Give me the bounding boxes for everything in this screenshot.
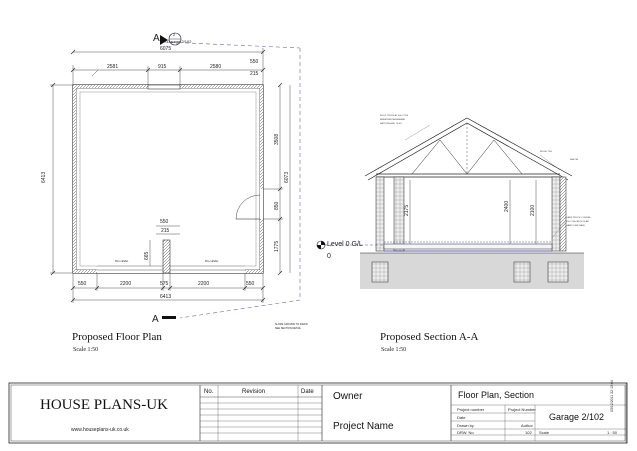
dim-inner-665: 665 <box>144 251 150 260</box>
svg-text:BATTENS AND TILES: BATTENS AND TILES <box>380 123 402 125</box>
dim-bottom-4: 550 <box>246 281 255 287</box>
company-name: HOUSE PLANS-UK <box>40 397 168 413</box>
section-tag-sheet: Garage 2/102 <box>167 39 192 44</box>
height-dim-2: 2100 <box>530 204 536 216</box>
dim-bottom-1: 2200 <box>120 281 132 287</box>
svg-text:ROOF TRUSS AT 600 CTRS: ROOF TRUSS AT 600 CTRS <box>380 115 409 117</box>
fill-label-right: FILL LEVEL <box>205 260 219 263</box>
section-marker-bottom <box>162 316 176 319</box>
rev-header-no: No. <box>204 389 214 395</box>
sheet-id: Garage 2/102 <box>549 412 605 422</box>
dim-top-right: 550 <box>250 59 259 65</box>
date-label: Date <box>457 415 466 420</box>
rev-header-revision: Revision <box>242 389 266 395</box>
svg-text:FASCIA: FASCIA <box>570 159 578 161</box>
fill-label-left: FILL LEVEL <box>115 260 129 263</box>
project-number-label: Project number <box>457 407 485 412</box>
project-name-label: Project Name <box>333 421 394 432</box>
dim-bottom-0: 550 <box>78 281 87 287</box>
dim-right-2: 1775 <box>274 240 280 252</box>
section-drawing <box>317 114 591 289</box>
drw-no-value: 102 <box>525 430 532 435</box>
level-value: 0 <box>327 253 331 260</box>
section-scale: Scale 1:50 <box>381 347 407 353</box>
dim-top-0: 2581 <box>107 64 119 70</box>
level-label: Level 0 G/L <box>327 241 363 248</box>
drawn-by-value: Author <box>521 423 533 428</box>
svg-text:RIDGE TILE: RIDGE TILE <box>540 151 553 153</box>
dim-top-2: 2580 <box>210 64 222 70</box>
drw-no-label: DRW. No <box>457 430 474 435</box>
dim-inner-550: 550 <box>160 219 169 225</box>
scale-value: 1 : 50 <box>607 430 618 435</box>
dim-right-0: 3508 <box>274 133 280 145</box>
height-dim-0: 2175 <box>404 204 410 216</box>
dim-left: 6413 <box>41 171 47 183</box>
note-line-2: SEE SECTION DETAIL <box>275 327 302 330</box>
dim-bottom-3: 2200 <box>198 281 210 287</box>
svg-text:HARDCORE BASE: HARDCORE BASE <box>566 225 585 227</box>
floor-plan <box>41 32 308 330</box>
height-dim-1: 2400 <box>504 200 510 212</box>
section-tag-number: 2 <box>173 32 176 37</box>
section-ref-top: A <box>153 33 160 44</box>
drawn-by-label: Drawn by <box>457 423 474 428</box>
rev-header-date: Date <box>301 389 314 395</box>
svg-text:DAMP PROOF COURSE: DAMP PROOF COURSE <box>566 217 591 219</box>
dim-inner-215: 215 <box>161 228 170 234</box>
owner-label: Owner <box>333 391 363 402</box>
scale-label: Scale <box>539 430 550 435</box>
dim-top-small: 215 <box>250 71 259 77</box>
print-timestamp: 03/12/2011 22:13:04 <box>610 380 614 412</box>
project-number-value: Project Number <box>508 407 536 412</box>
dim-bottom-2: 575 <box>160 281 169 287</box>
plan-caption: Proposed Floor Plan <box>72 331 162 343</box>
note-line-1: SLOPE GROUND TO DRAIN <box>275 323 308 326</box>
svg-text:150 CONCRETE SLAB: 150 CONCRETE SLAB <box>566 221 589 223</box>
dim-right-1: 850 <box>274 201 280 210</box>
dim-bottom-overall: 6413 <box>160 294 172 300</box>
section-caption: Proposed Section A-A <box>380 331 479 343</box>
svg-text:BREATHER MEMBRANE: BREATHER MEMBRANE <box>380 119 405 121</box>
dim-top-overall: 6075 <box>160 46 172 52</box>
dim-top-1: 915 <box>158 64 167 70</box>
section-ref-bottom: A <box>152 314 159 325</box>
drawing-title: Floor Plan, Section <box>458 390 535 400</box>
plan-scale: Scale 1:50 <box>73 347 99 353</box>
company-website: www.houseplans-uk.co.uk <box>71 427 129 433</box>
dim-right-overall: 6073 <box>284 171 290 183</box>
